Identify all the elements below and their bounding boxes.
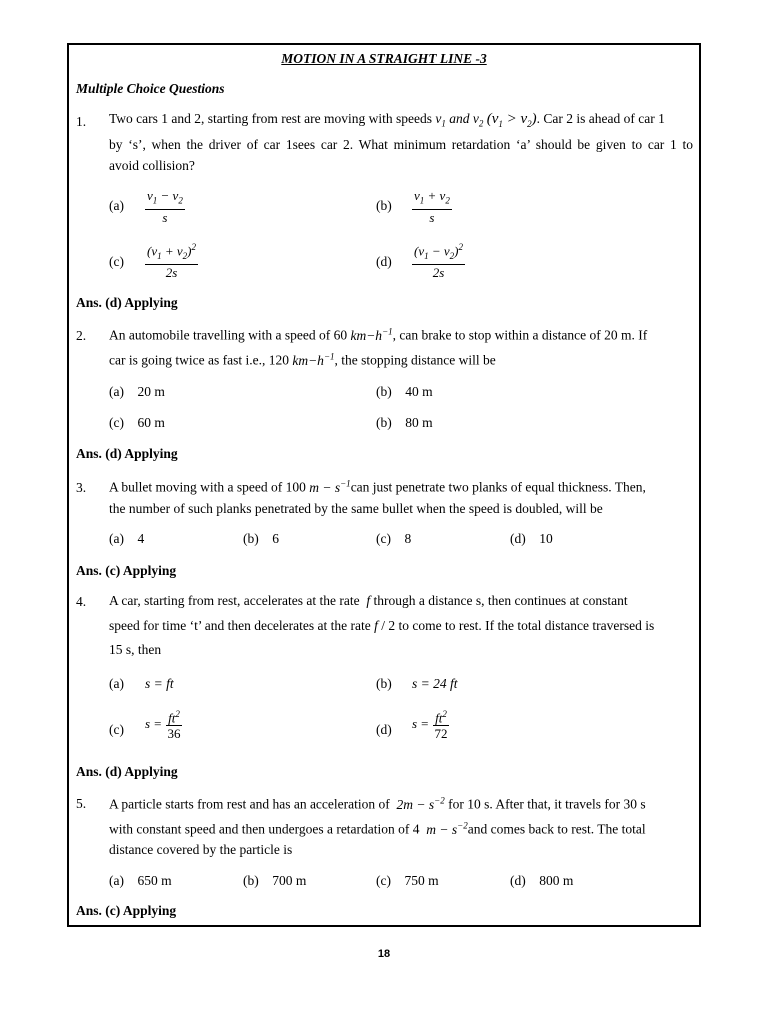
page-number: 18 — [377, 948, 391, 960]
question-5-line-3: distance covered by the particle is — [109, 842, 293, 857]
q1-option-b-label: (b) — [376, 198, 392, 213]
q5-option-a: (a) 650 m — [109, 873, 172, 888]
q5-option-b: (b) 700 m — [243, 873, 307, 888]
q4-option-d-formula: s = $\frac{ft^2}{72}$ — [412, 709, 448, 742]
q3-option-b: (b) 6 — [243, 531, 279, 546]
q4-answer: Ans. (d) Applying — [76, 764, 178, 779]
q3-option-d: (d) 10 — [510, 531, 553, 546]
q4-option-b-formula: s = 24 ft — [412, 676, 458, 691]
question-4-number: 4. — [76, 594, 87, 609]
question-4-line-2: speed for time ‘t’ and then decelerates at the rate f / 2 to come to rest. If the total distance traversed is — [109, 618, 655, 633]
q3-answer: Ans. (c) Applying — [76, 563, 177, 578]
section-heading: Multiple Choice Questions — [76, 81, 225, 96]
q1-option-c-label: (c) — [109, 254, 124, 269]
q1-option-a-label: (a) — [109, 198, 124, 213]
question-1-line-2: by ‘s’, when the driver of car 1sees car 2. What minimum retardation ‘a’ should be given to car 1 to — [109, 137, 693, 152]
q4-option-a-formula: s = ft — [145, 676, 174, 691]
question-4-line-1: A car, starting from rest, accelerates at the rate f through a distance s, then continues at constant — [109, 593, 628, 608]
question-1-line-3: avoid collision? — [109, 158, 195, 173]
q1-option-d-formula: $\frac{(v_1 - v_2)^2}{2s}$ — [414, 242, 463, 280]
question-5-line-2: with constant speed and then undergoes a retardation of 4 $m - s^{-2}and$ comes back to rest. The total — [109, 820, 646, 837]
q3-option-c: (c) 8 — [376, 531, 412, 546]
question-5-number: 5. — [76, 796, 87, 811]
question-2-line-1: An automobile travelling with a speed of 60 $km-h^{-1}$, can brake to stop within a distance of 20 m. If — [109, 326, 648, 343]
q4-option-d-label: (d) — [376, 722, 392, 737]
q2-answer: Ans. (d) Applying — [76, 446, 178, 461]
q4-option-b-label: (b) — [376, 676, 392, 691]
question-2-number: 2. — [76, 328, 87, 343]
q4-option-c-formula: s = $\frac{ft^2}{36}$ — [145, 709, 181, 742]
question-4-line-3: 15 s, then — [109, 642, 162, 657]
question-1-line-1: Two cars 1 and 2, starting from rest are moving with speeds $v_1$ and $v_2$ $(v_1 > v_2)$. Car 2 is ahead of car 1 — [109, 111, 665, 129]
q5-option-d: (d) 800 m — [510, 873, 574, 888]
q4-option-c-label: (c) — [109, 722, 124, 737]
q1-option-a-formula: $\frac{v_1 - v_2}{s}$ — [147, 188, 183, 225]
q5-option-c: (c) 750 m — [376, 873, 439, 888]
q1-option-d-label: (d) — [376, 254, 392, 269]
question-2-line-2: car is going twice as fast i.e., 120 $km-h^{-1}$, the stopping distance will be — [109, 351, 496, 368]
question-3-line-1: A bullet moving with a speed of 100 $m - s^{-1}can$ just penetrate two planks of equal thickness. Then, — [109, 478, 646, 495]
q3-option-a: (a) 4 — [109, 531, 145, 546]
q2-option-d: (b) 80 m — [376, 415, 433, 430]
question-5-line-1: A particle starts from rest and has an acceleration of $2m - s^{-2}$ for 10 s. After that, it travels for 30 s — [109, 795, 646, 812]
question-1-number: 1. — [76, 114, 87, 129]
q2-option-c: (c) 60 m — [109, 415, 165, 430]
q1-option-b-formula: $\frac{v_1 + v_2}{s}$ — [414, 188, 450, 225]
q1-answer: Ans. (d) Applying — [76, 295, 178, 310]
q4-option-a-label: (a) — [109, 676, 124, 691]
question-3-number: 3. — [76, 480, 87, 495]
page-frame — [67, 43, 701, 927]
q2-option-a: (a) 20 m — [109, 384, 165, 399]
q2-option-b: (b) 40 m — [376, 384, 433, 399]
q5-answer: Ans. (c) Applying — [76, 903, 177, 918]
q1-option-c-formula: $\frac{(v_1 + v_2)^2}{2s}$ — [147, 242, 196, 280]
question-3-line-2: the number of such planks penetrated by the same bullet when the speed is doubled, will be — [109, 501, 603, 516]
page-title: MOTION IN A STRAIGHT LINE -3 — [281, 51, 487, 66]
